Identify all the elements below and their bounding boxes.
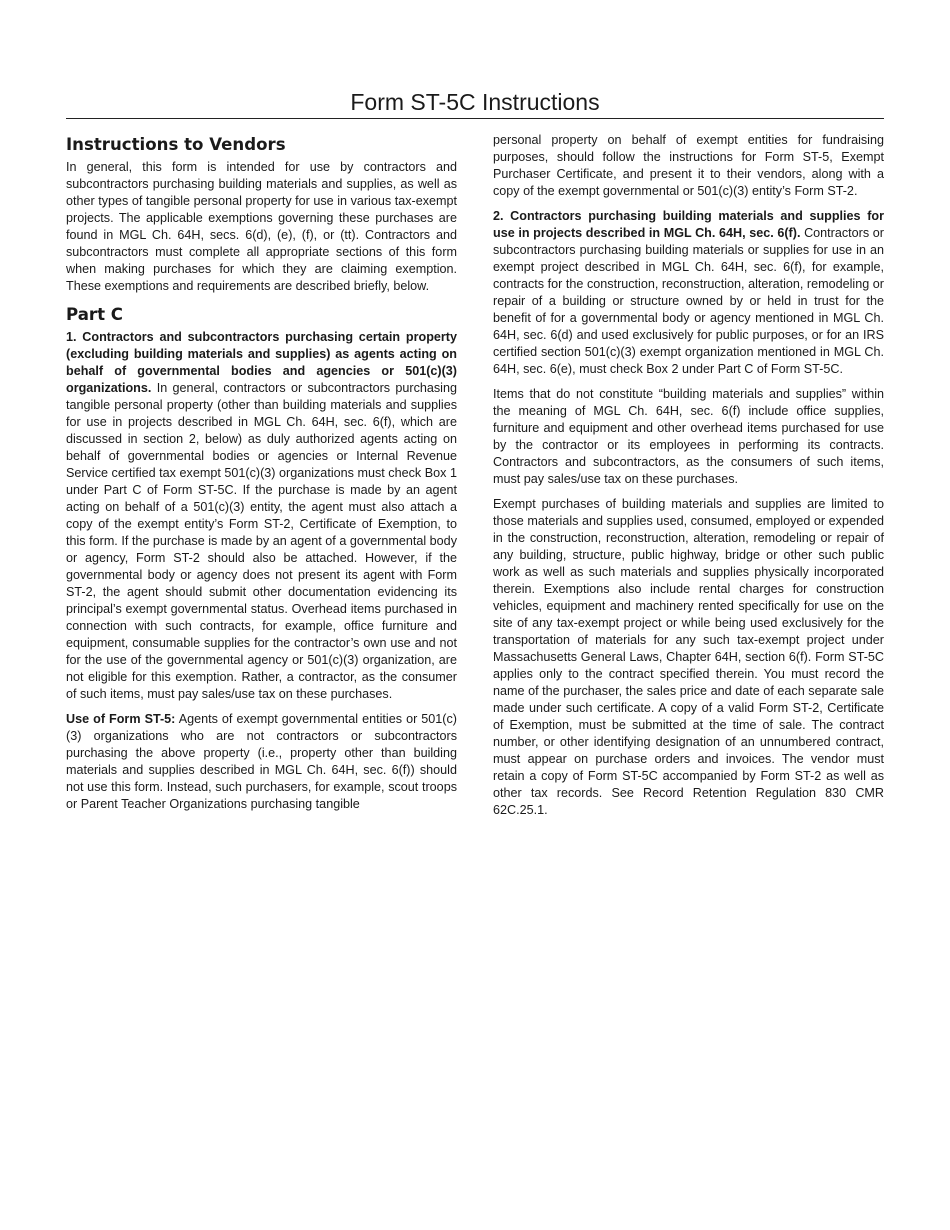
item-1-lead: 1. Contractors and subcontractors purchasing certain property (excluding building materials and supplies) as agents acting on behalf of governmental bodies and agencies or 501(c)(3) organizations. xyxy=(66,330,457,395)
item-2-lead: 2. Contractors purchasing building materials and supplies for use in projects described in MGL Ch. 64H, sec. 6(f). xyxy=(493,209,884,240)
left-column xyxy=(66,134,457,821)
form-st5-text: Agents of exempt governmental entities or 501(c)(3) organizations who are not contractors or subcontractors purchasing the above property (i.e., property other than building materials and supplies described in MGL Ch. 64H, sec. 6(f)) should not use this form. Instead, such purchasers, for example, scout troops or Parent Teacher Organizations purchasing tangible xyxy=(66,712,457,811)
form-st5-lead: Use of Form ST-5: xyxy=(66,712,176,726)
item-2-paragraph xyxy=(493,208,884,378)
item-1-text: In general, contractors or subcontractors purchasing tangible personal property (other than building materials and supplies for use in projects described in MGL Ch. 64H, sec. 6(f), which are discussed in section 2, below) as duly authorized agents acting on behalf of governmental bodies or agencies or Internal Revenue Service certified tax exempt 501(c)(3) organizations must check Box 1 under Part C of Form ST-5C. If the purchase is made by an agent acting on behalf of a 501(c)(3) entity, the agent must also attach a copy of the exempt entity’s Form ST-2, Certificate of Exemption, to this form. If the purchase is made by an agent of a governmental body or agency, Form ST-2 should also be attached. However, if the governmental body or agency does not present its agent with Form ST-2, the agent should submit other documentation evidencing its principal’s exempt governmental status. Overhead items purchased in connection with such contracts, for example, office furniture and equipment, consumable supplies for the contractor’s own use and not for the use of the governmental agency or 501(c)(3) organization, are not eligible for this exemption. Rather, a contractor, as the consumer of such items, must pay sales/use tax on these purchases. xyxy=(66,381,457,701)
page-title: Form ST-5C Instructions xyxy=(350,89,600,115)
part-c-heading: Part C xyxy=(66,305,123,324)
item-2-text: Contractors or subcontractors purchasing building materials or supplies for use in an exempt project described in MGL Ch. 64H, sec. 6(f), for example, contracts for the construction, reconstruction, alteration, remodeling or repair of a building or structure owned by or held in trust for the benefit of for a governmental body or agency mentioned in MGL Ch. 64H, sec. 6(d) and used exclusively for public purposes, or for an IRS certified section 501(c)(3) exempt organization mentioned in MGL Ch. 64H, sec. 6(e), must check Box 2 under Part C of Form ST-5C. xyxy=(493,226,884,376)
item-1-paragraph xyxy=(66,329,457,703)
vendors-heading: Instructions to Vendors xyxy=(66,135,286,154)
form-st5-paragraph xyxy=(66,711,457,813)
items-not-building-materials-paragraph: Items that do not constitute “building materials and supplies” within the meaning of MGL Ch. 64H, sec. 6(f) include office supplies, furniture and equipment and other overhead items purchased for use by the contractor or its employees in performing its contracts. Contractors and subcontractors, as the consumers of such items, must pay sales/use tax on these purchases. xyxy=(493,387,884,486)
title-divider xyxy=(66,118,884,119)
right-column xyxy=(493,132,884,827)
exempt-purchases-paragraph: Exempt purchases of building materials and supplies are limited to those materials and supplies used, consumed, employed or expended in the construction, reconstruction, alteration, remodeling or repair of any building, structure, public highway, bridge or other such public work as well as such materials and supplies physically incorporated therein. Exemptions also include rental charges for construction vehicles, equipment and machinery rented specifically for use on the site of any tax-exempt project or while being used exclusively for the transportation of materials for any such tax-exempt project under Massachusetts General Laws, Chapter 64H, section 6(f). Form ST-5C applies only to the contract specified therein. You must record the name of the purchaser, the sales price and date of each separate sale made under such certificate. A copy of a valid Form ST-2, Certificate of Exemption, must be submitted at the time of sale. The contract number, or other identifying designation of an unnumbered contract, must appear on purchase orders and invoices. The vendor must retain a copy of Form ST-5C accompanied by Form ST-2 as well as other tax records. See Record Retention Regulation 830 CMR 62C.25.1. xyxy=(493,497,884,817)
vendors-paragraph: In general, this form is intended for use by contractors and subcontractors purchasing building materials and supplies, as well as other types of tangible personal property for use in various tax-exempt projects. The applicable exemptions governing these purchases are found in MGL Ch. 64H, secs. 6(d), (e), (f), or (tt). Contractors and subcontractors must complete all appropriate sections of this form when making purchases for which they are claiming exemption. These exemptions and requirements are described briefly, below. xyxy=(66,160,457,293)
form-st5-continued: personal property on behalf of exempt entities for fundraising purposes, should follow the instructions for Form ST-5, Exempt Purchaser Certificate, and present it to their vendors, along with a copy of the exempt governmental or 501(c)(3) entity’s Form ST-2. xyxy=(493,133,884,198)
